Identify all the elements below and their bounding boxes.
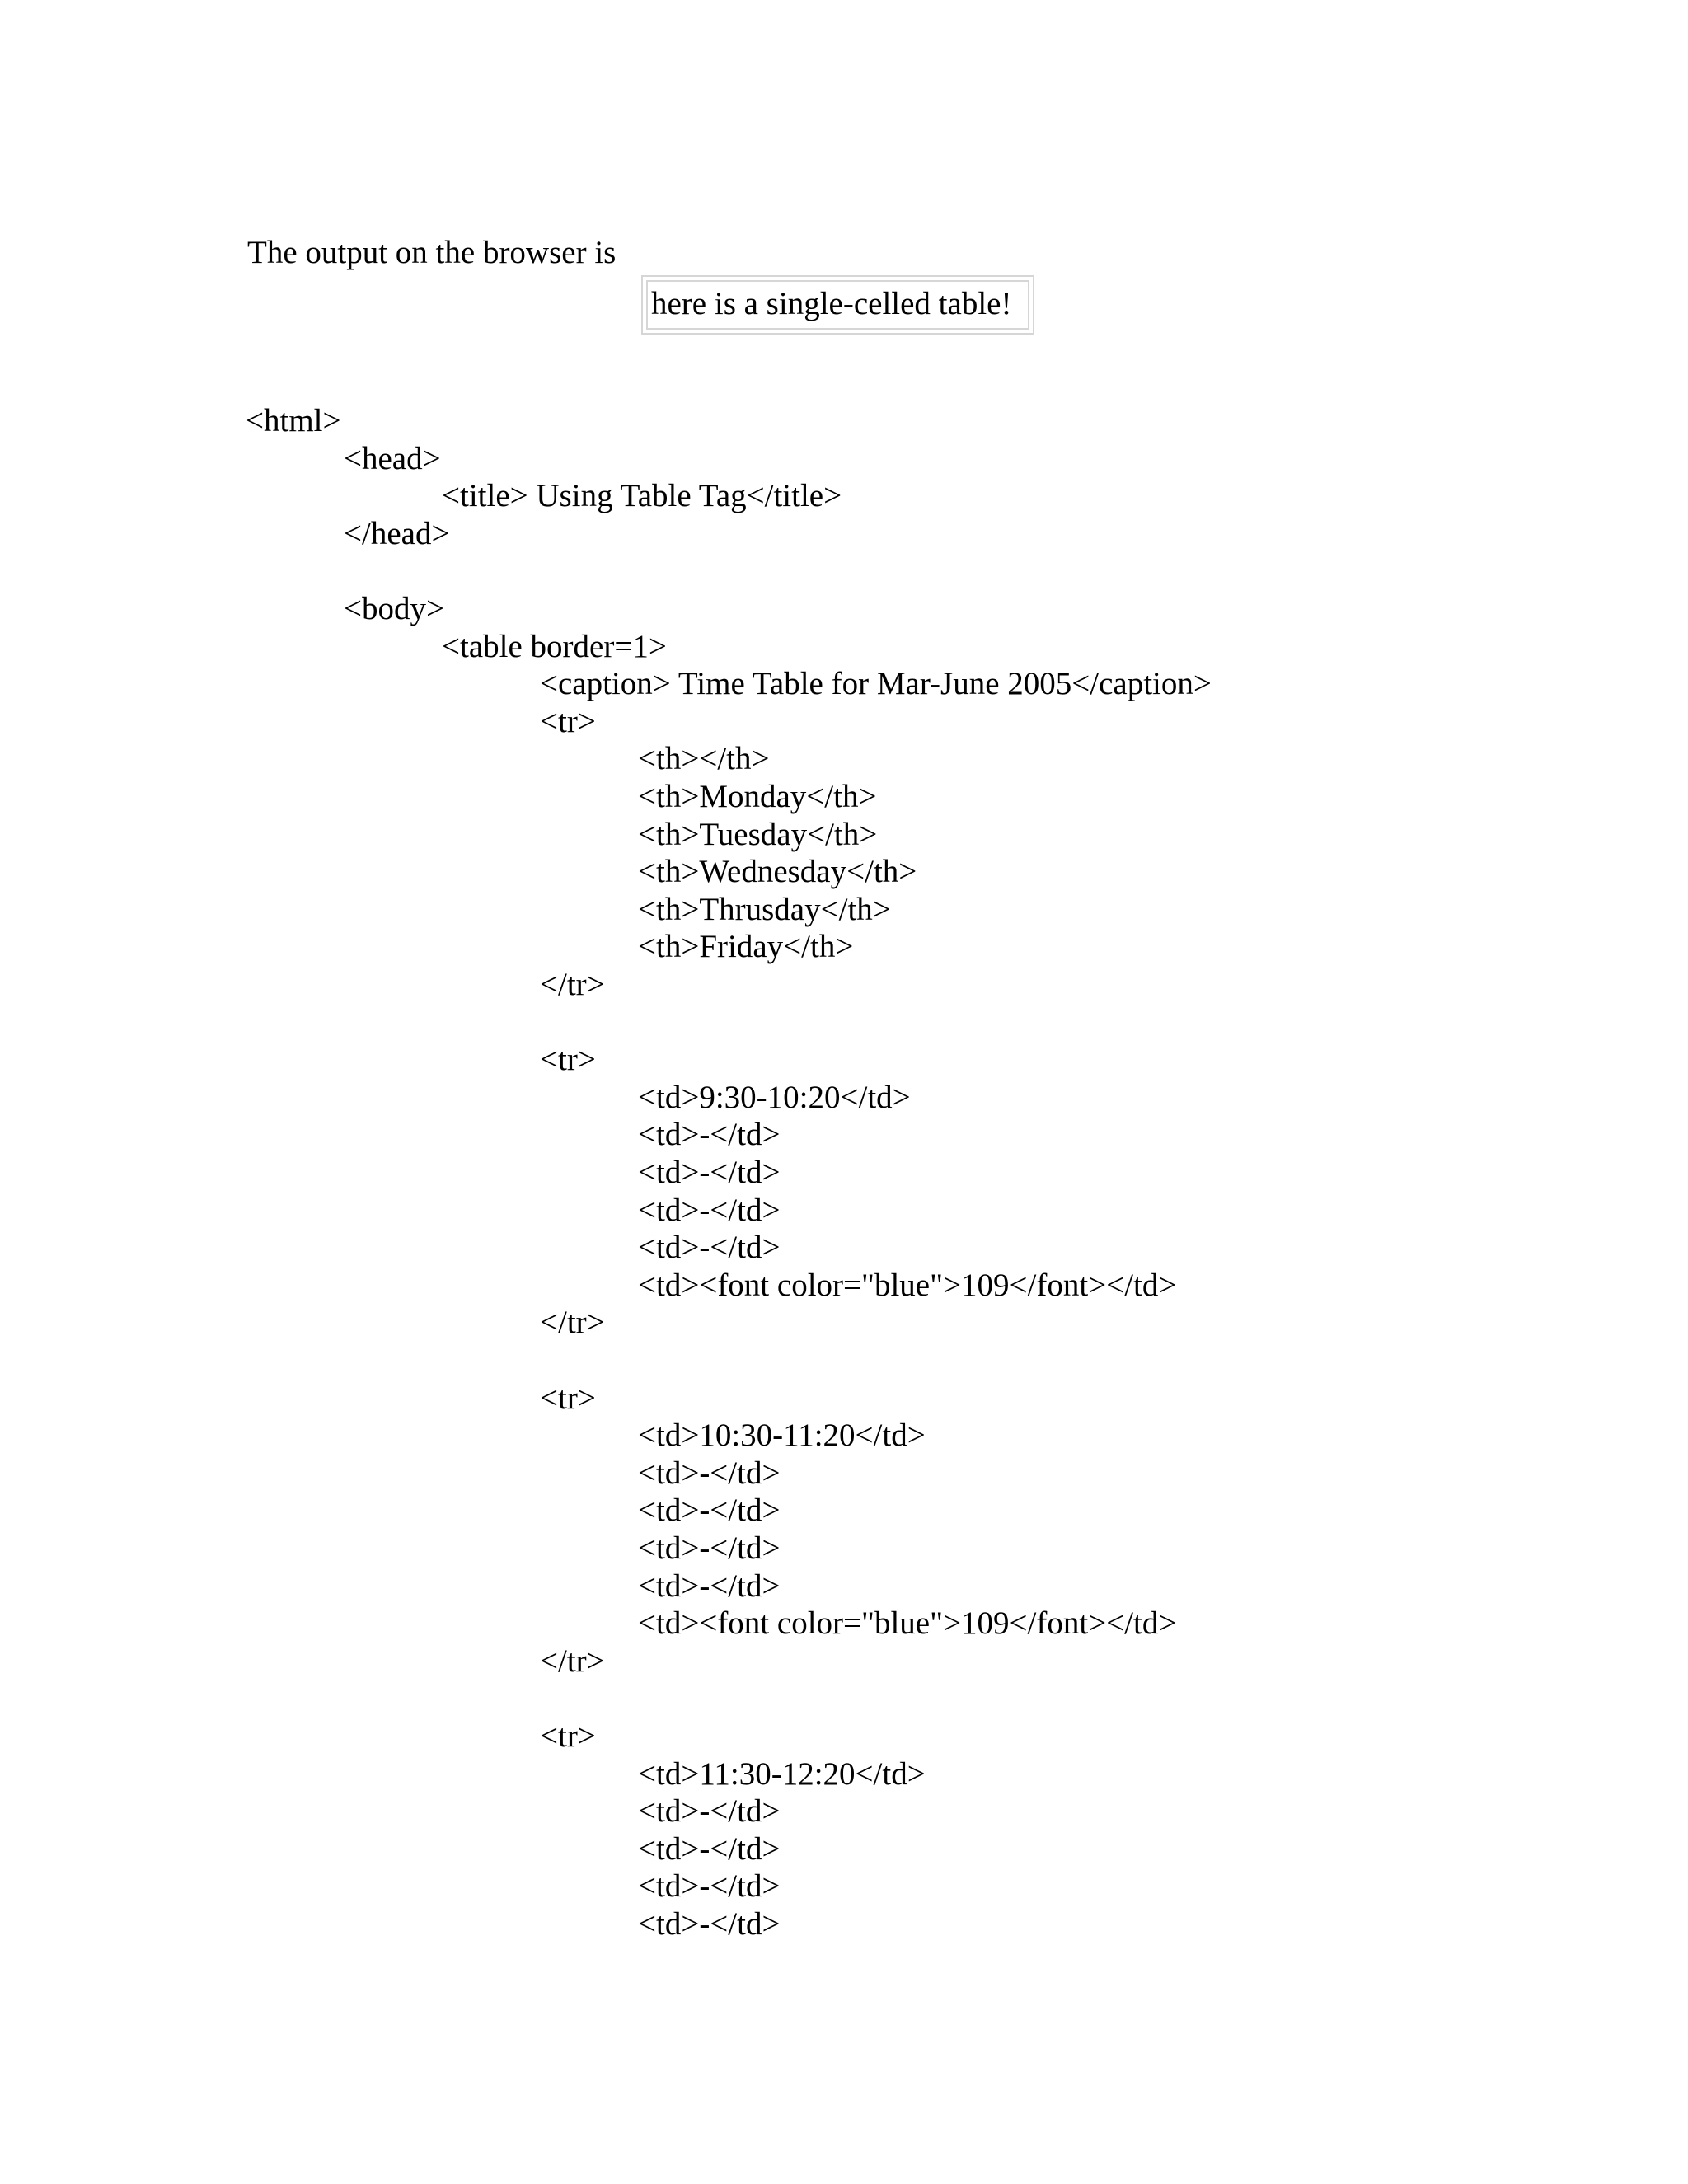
code-line: <td>-</td>	[638, 1230, 781, 1266]
code-line: </tr>	[540, 1305, 605, 1341]
code-line: <td>-</td>	[638, 1117, 781, 1153]
code-line: <tr>	[540, 1042, 596, 1078]
intro-text: The output on the browser is	[247, 235, 617, 270]
code-line: <td>-</td>	[638, 1568, 781, 1604]
code-line: <td>-</td>	[638, 1830, 781, 1867]
code-line: <title> Using Table Tag</title>	[442, 478, 842, 514]
code-line: <td>10:30-11:20</td>	[638, 1418, 926, 1454]
code-line: <td>-</td>	[638, 1192, 781, 1228]
single-cell-table-cell: here is a single-celled table!	[646, 280, 1029, 330]
code-line: <tr>	[540, 703, 596, 739]
single-cell-table	[641, 275, 1034, 335]
code-line: <th>Thrusday</th>	[638, 891, 891, 927]
code-line: <tr>	[540, 1380, 596, 1416]
code-line: <th>Monday</th>	[638, 779, 877, 814]
code-line: <td>-</td>	[638, 1793, 781, 1830]
code-line: <caption> Time Table for Mar-June 2005</caption>	[540, 666, 1212, 702]
code-line: <body>	[344, 591, 444, 626]
code-line: <td><font color="blue">109</font></td>	[638, 1605, 1177, 1642]
code-line: <td>-</td>	[638, 1493, 781, 1529]
code-line: <td>-</td>	[638, 1868, 781, 1905]
code-line: <head>	[344, 440, 441, 476]
code-line: <th>Friday</th>	[638, 929, 854, 965]
code-line: <td><font color="blue">109</font></td>	[638, 1267, 1177, 1303]
code-line: </head>	[344, 515, 450, 551]
code-line: <tr>	[540, 1718, 596, 1754]
code-line: <th></th>	[638, 741, 770, 777]
code-line: <table border=1>	[442, 628, 667, 664]
code-line: </tr>	[540, 1643, 605, 1679]
code-line: <td>9:30-10:20</td>	[638, 1079, 911, 1115]
code-line: <td>-</td>	[638, 1906, 781, 1942]
code-line: <html>	[246, 403, 341, 438]
code-line: <td>-</td>	[638, 1155, 781, 1190]
code-line: <th>Wednesday</th>	[638, 854, 917, 890]
code-line: <td>11:30-12:20</td>	[638, 1755, 926, 1792]
code-line: </tr>	[540, 967, 605, 1002]
code-line: <td>-</td>	[638, 1530, 781, 1566]
code-line: <th>Tuesday</th>	[638, 816, 878, 852]
code-line: <td>-</td>	[638, 1455, 781, 1491]
